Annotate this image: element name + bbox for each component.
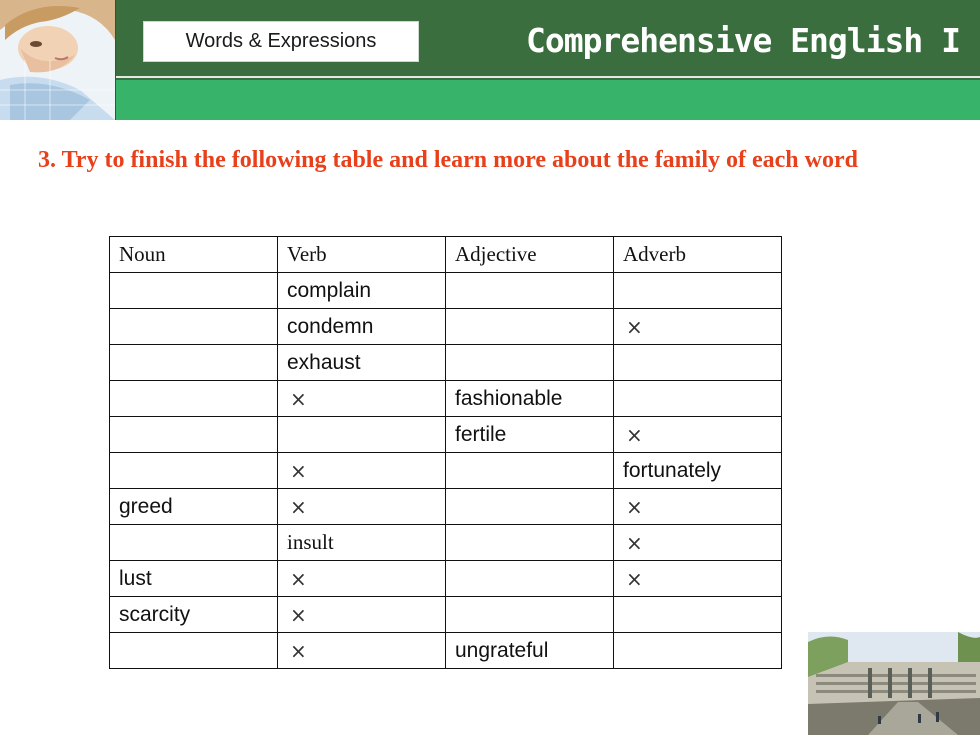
table-cell: ungrateful [446, 633, 614, 669]
table-cell [110, 345, 278, 381]
cross-mark: × [278, 453, 446, 489]
column-header-noun: Noun [110, 237, 278, 273]
column-header-verb: Verb [278, 237, 446, 273]
header-divider [115, 76, 980, 78]
table-header-row [110, 237, 782, 273]
table-cell [278, 417, 446, 453]
woman-photo [0, 0, 116, 120]
table-cell [110, 633, 278, 669]
table-cell [110, 381, 278, 417]
table-cell [110, 417, 278, 453]
table-cell: insult [278, 525, 446, 561]
table-cell: complain [278, 273, 446, 309]
table-row [110, 345, 782, 381]
table-row [110, 309, 782, 345]
table-cell: condemn [278, 309, 446, 345]
table-cell [110, 273, 278, 309]
table-cell [446, 561, 614, 597]
table-row [110, 633, 782, 669]
table-cell [446, 273, 614, 309]
cross-mark: × [278, 597, 446, 633]
column-header-adverb: Adverb [614, 237, 782, 273]
column-header-adjective: Adjective [446, 237, 614, 273]
table-cell: fertile [446, 417, 614, 453]
cross-mark: × [278, 489, 446, 525]
table-cell: lust [110, 561, 278, 597]
table-cell: fortunately [614, 453, 782, 489]
table-cell [614, 273, 782, 309]
campus-building-photo [808, 632, 980, 735]
cross-mark: × [278, 561, 446, 597]
word-family-table [109, 236, 782, 669]
table-cell: scarcity [110, 597, 278, 633]
header-green-band [0, 80, 980, 120]
table-cell [110, 309, 278, 345]
cross-mark: × [614, 417, 782, 453]
table-row [110, 381, 782, 417]
table-cell [446, 597, 614, 633]
question-text: 3. Try to finish the following table and learn more about the family of each word [38, 147, 858, 173]
cross-mark: × [278, 381, 446, 417]
table-cell [614, 633, 782, 669]
table-cell [446, 453, 614, 489]
cross-mark: × [614, 561, 782, 597]
table-cell: greed [110, 489, 278, 525]
table-cell [446, 309, 614, 345]
table-row [110, 273, 782, 309]
table-row [110, 417, 782, 453]
course-title: Comprehensive English I [526, 21, 960, 60]
table-cell: exhaust [278, 345, 446, 381]
table-row [110, 525, 782, 561]
table-row [110, 597, 782, 633]
table-cell [446, 345, 614, 381]
table-cell [110, 525, 278, 561]
table-cell [110, 453, 278, 489]
table-cell: fashionable [446, 381, 614, 417]
table-row [110, 489, 782, 525]
cross-mark: × [614, 489, 782, 525]
table-cell [446, 489, 614, 525]
table-cell [614, 597, 782, 633]
table-cell [446, 525, 614, 561]
section-label: Words & Expressions [143, 21, 419, 62]
cross-mark: × [278, 633, 446, 669]
cross-mark: × [614, 525, 782, 561]
table-cell [614, 345, 782, 381]
table-row [110, 453, 782, 489]
table-cell [614, 381, 782, 417]
table-row [110, 561, 782, 597]
cross-mark: × [614, 309, 782, 345]
